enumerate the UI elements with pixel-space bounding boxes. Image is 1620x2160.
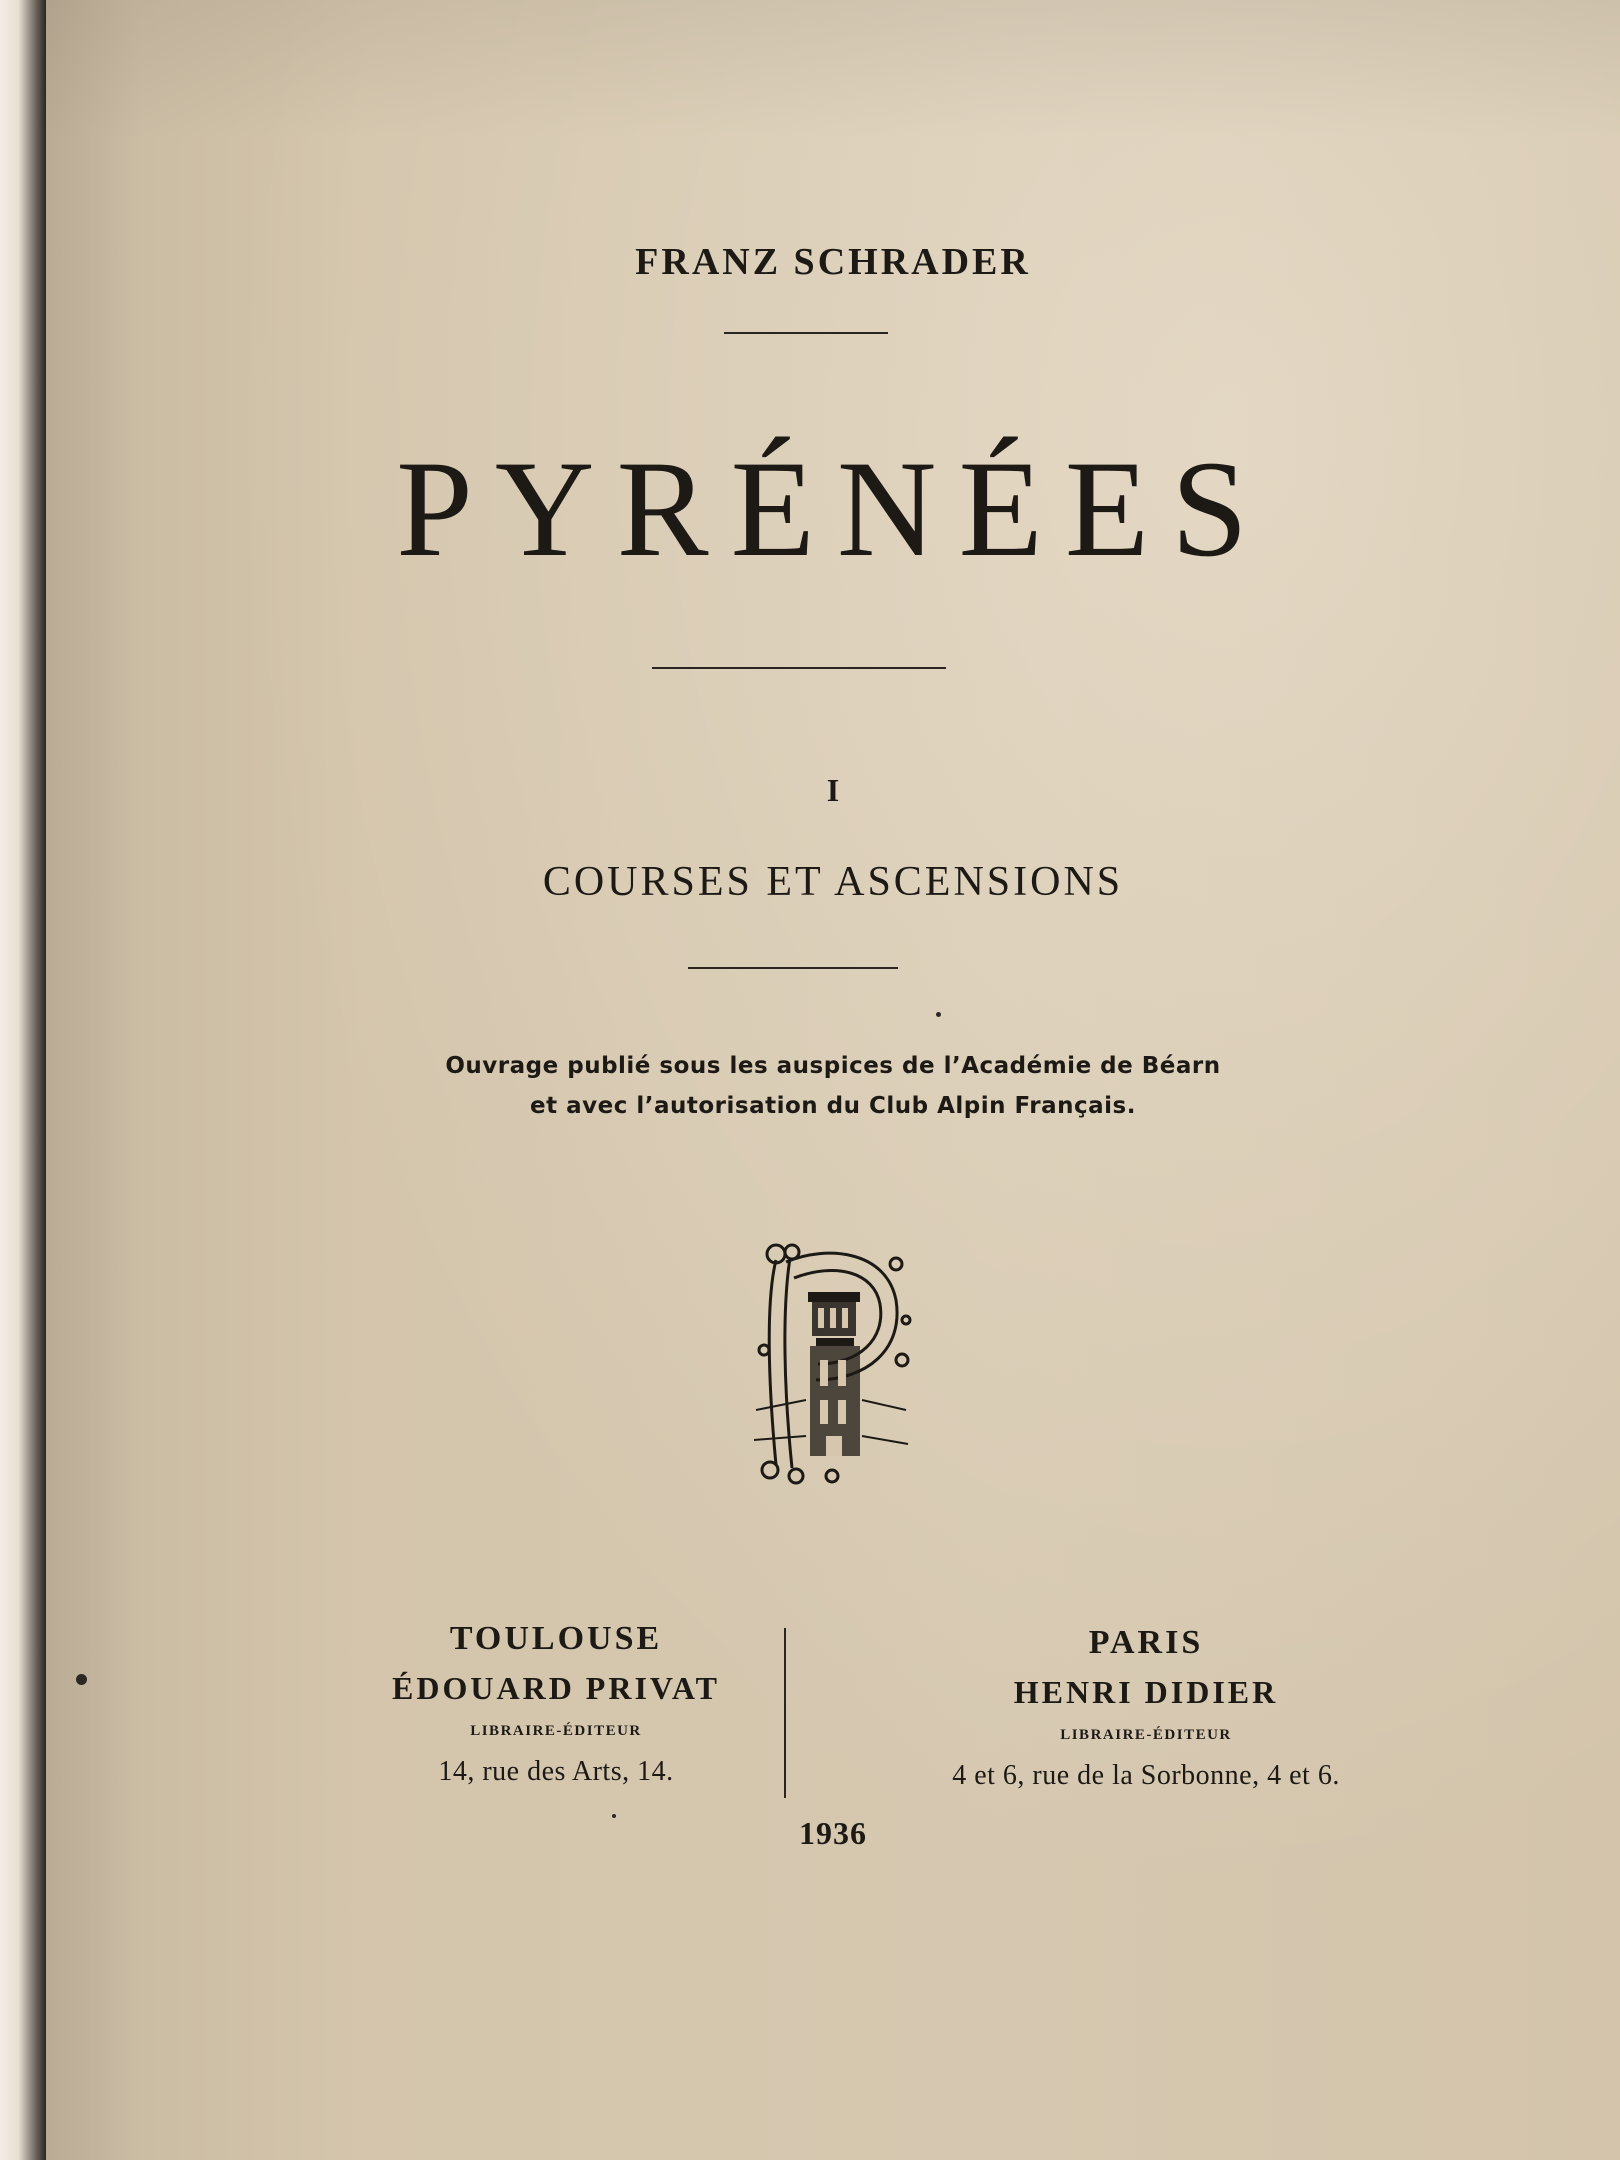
imprint-city: TOULOUSE (449, 1620, 663, 1657)
imprint-toulouse (296, 1620, 816, 1788)
imprint-divider (784, 1628, 786, 1798)
imprint-role: LIBRAIRE-ÉDITEUR (1060, 1727, 1232, 1743)
publisher-monogram-tower-icon (746, 1240, 916, 1485)
publication-note-line-1: Ouvrage publié sous les auspices de l’Académie de Béarn (445, 1053, 1221, 1079)
imprint-publisher: ÉDOUARD PRIVAT (392, 1670, 720, 1706)
author-name: FRANZ SCHRADER (635, 241, 1031, 283)
imprint-address: 4 et 6, rue de la Sorbonne, 4 et 6. (952, 1760, 1340, 1791)
rule-under-subtitle (688, 967, 898, 969)
book-left-edge (0, 0, 46, 2160)
volume-number: I (826, 772, 840, 808)
book-title: PYRÉNÉES (396, 432, 1270, 585)
publication-note-line-2: et avec l’autorisation du Club Alpin Français. (530, 1093, 1136, 1119)
rule-under-author (724, 332, 888, 334)
imprint-role: LIBRAIRE-ÉDITEUR (470, 1723, 642, 1739)
title-page (46, 0, 1620, 2160)
paper-speck (936, 1012, 941, 1017)
imprint-city: PARIS (1088, 1624, 1204, 1661)
paper-speck (76, 1674, 87, 1685)
imprint-paris (866, 1624, 1426, 1792)
publication-year: 1936 (799, 1815, 867, 1851)
imprint-publisher: HENRI DIDIER (1013, 1674, 1279, 1710)
rule-under-title (652, 667, 946, 669)
imprint-address: 14, rue des Arts, 14. (438, 1756, 674, 1787)
paper-speck (612, 1814, 616, 1818)
book-subtitle: COURSES ET ASCENSIONS (542, 859, 1124, 905)
